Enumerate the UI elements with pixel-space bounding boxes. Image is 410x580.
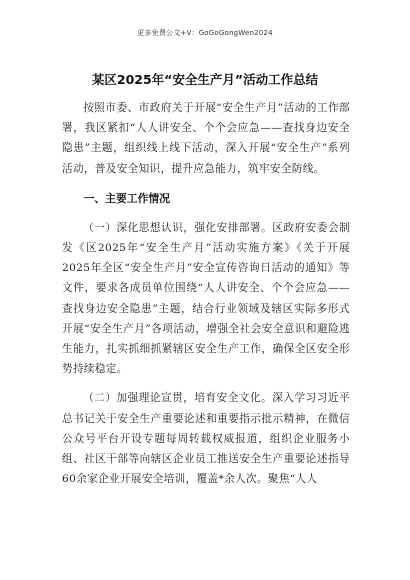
document-body — [62, 98, 350, 489]
section-paragraph-1: （一）深化思想认识，强化安排部署。区政府安委会制发《区2025年“安全生产月”活动实施方案》《关于开展2025年全区“安全生产月”安全宣传咨询日活动的通知》等文件，要求各成员单位围绕“人人讲安全、个个会应急——查找身边安全隐患”主题，结合行业领域及辖区实际多形式开展“安全生产月”各项活动，增强全社会安全意识和避险逃生能力，扎实抓细抓紧辖区安全生产工作，确保全区安全形势持续稳定。 — [62, 221, 350, 376]
header-note: 更多免费公文+V：GoGoGongWen2024 — [137, 29, 273, 37]
section-heading: 一、主要工作情况 — [83, 191, 170, 205]
intro-paragraph: 按照市委、市政府关于开展“安全生产月”活动的工作部署，我区紧扣“人人讲安全、个个会应急——查找身边安全隐患”主题，组织线上线下活动，深入开展“安全生产”系列活动，普及安全知识，提升应急能力，筑牢安全防线。 — [62, 102, 350, 175]
section-paragraph-2: （二）加强理论宣贯，培育安全文化。深入学习习近平总书记关于安全生产重要论述和重要指示批示精神，在微信公众号平台开设专题每周转载权威报道，组织企业服务小组、社区干部等向辖区企业员工推送安全生产重要论述指导60余家企业开展安全培训，覆盖*余人次。聚焦“人人 — [62, 392, 350, 486]
document-title: 某区2025年“安全生产月”活动工作总结 — [91, 72, 319, 87]
